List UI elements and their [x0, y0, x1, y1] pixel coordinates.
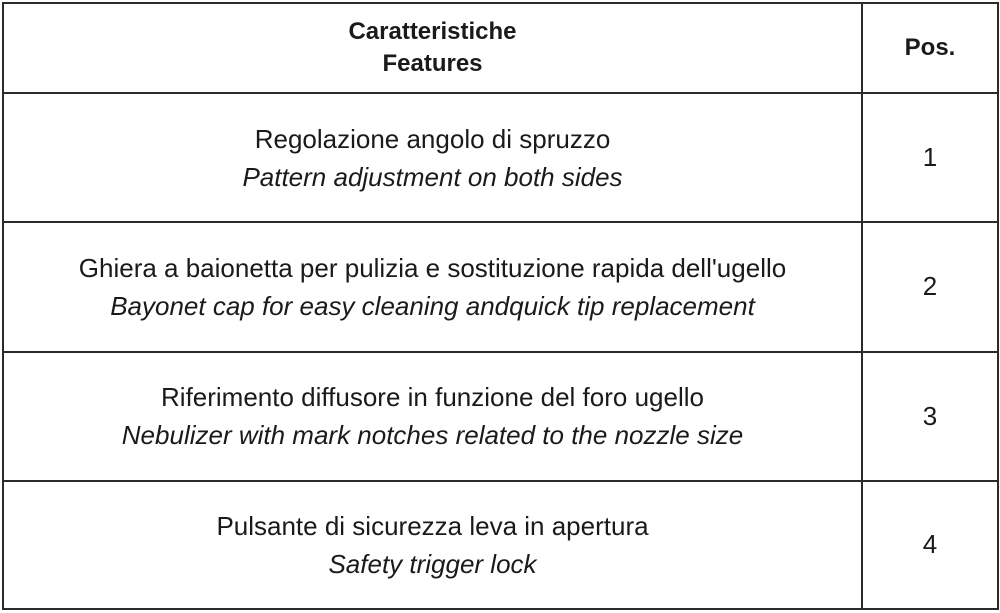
- feature-english: Safety trigger lock: [328, 548, 537, 579]
- pos-cell: 4: [862, 481, 998, 609]
- features-table: [2, 2, 999, 610]
- feature-italian: Regolazione angolo di spruzzo: [254, 123, 611, 154]
- features-header-it: Caratteristiche: [348, 18, 517, 45]
- header-row: [3, 3, 998, 93]
- feature-italian: Pulsante di sicurezza leva in apertura: [216, 510, 649, 541]
- feature-english: Nebulizer with mark notches related to the nozzle size: [121, 420, 744, 451]
- features-header-en: Features: [382, 50, 483, 77]
- feature-italian: Riferimento diffusore in funzione del foro ugello: [161, 382, 704, 413]
- pos-cell: 3: [862, 352, 998, 481]
- table-row: [3, 352, 998, 481]
- feature-cell: [3, 481, 862, 609]
- feature-cell: [3, 222, 862, 351]
- feature-english: Pattern adjustment on both sides: [242, 161, 623, 192]
- pos-header: Pos.: [862, 3, 998, 93]
- feature-cell: [3, 93, 862, 222]
- feature-cell: [3, 352, 862, 481]
- pos-cell: 2: [862, 222, 998, 351]
- feature-english: Bayonet cap for easy cleaning andquick tip replacement: [110, 290, 755, 321]
- pos-cell: 1: [862, 93, 998, 222]
- features-header: [3, 3, 862, 93]
- table-row: [3, 93, 998, 222]
- table-row: [3, 222, 998, 351]
- table-row: [3, 481, 998, 609]
- feature-italian: Ghiera a baionetta per pulizia e sostituzione rapida dell'ugello: [78, 252, 787, 283]
